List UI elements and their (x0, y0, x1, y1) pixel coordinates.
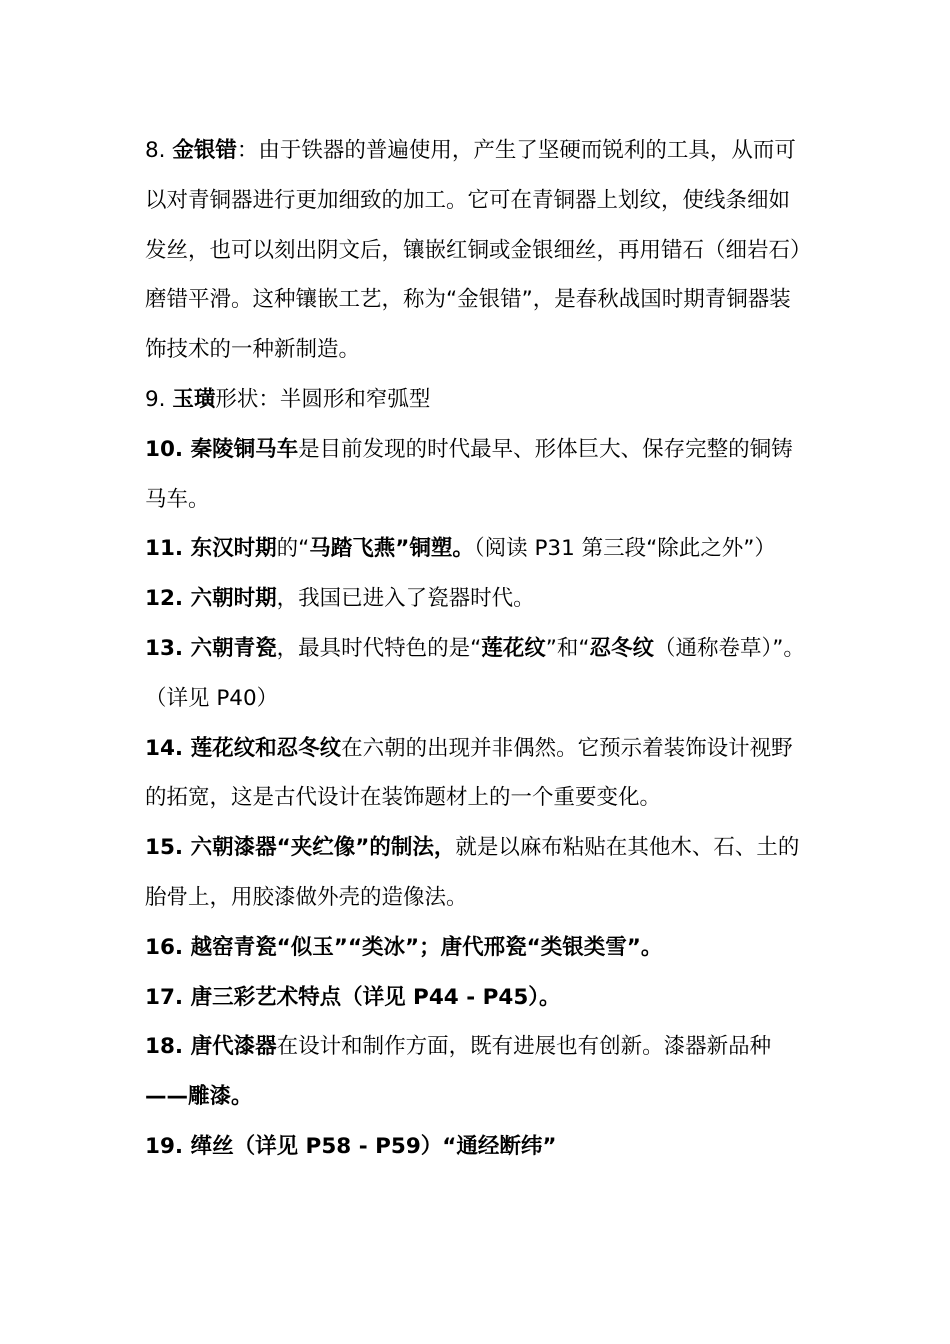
note-item (145, 624, 805, 724)
note-item (145, 823, 805, 923)
text: 形状：半圆形和窄弧型 (215, 386, 431, 412)
note-item (145, 524, 805, 574)
bold-text: 14. 莲花纹和忍冬纹 (145, 735, 342, 761)
note-item (145, 1022, 805, 1122)
bold-text: ——雕漆。 (145, 1084, 253, 1110)
note-item (145, 923, 805, 973)
text: ：由于铁器的普遍使用，产生了坚硬而锐利的工具，从而可以对青铜器进行更加细致的加工。它可在青铜器上划纹，使线条细如发丝，也可以刻出阴文后，镶嵌红铜或金银细丝，再用错石（细岩石）磨错平滑。这种镶嵌工艺，称为“金银错”，是春秋战国时期青铜器装饰技术的一种新制造。 (145, 138, 801, 363)
text: ”和“ (545, 635, 590, 661)
text: 在六朝的出现并非偶然。它预示着装饰设计视野的拓宽，这是古代设计在装饰题材上的一个重要变化。 (145, 735, 793, 811)
bold-text: 18. 唐代漆器 (145, 1034, 277, 1060)
text: 就是以麻布粘贴在其他木、石、土的胎骨上，用胶漆做外壳的造像法。 (145, 835, 800, 910)
text: 9. (145, 386, 173, 412)
bold-text: 11. 东汉时期 (145, 536, 277, 562)
note-item (145, 973, 805, 1023)
text: ，我国已进入了瓷器时代。 (276, 586, 535, 612)
bold-text: 13. 六朝青瓷 (145, 635, 277, 661)
bold-text: 金银错 (172, 138, 237, 163)
text: 的“ (276, 536, 310, 562)
text: ，最具时代特色的是“ (276, 635, 482, 661)
notes-content (145, 126, 805, 1172)
bold-text: 15. 六朝漆器“夹纻像”的制法， (145, 835, 456, 861)
note-item (145, 1122, 805, 1172)
note-item (145, 574, 805, 624)
bold-text: 16. 越窑青瓷“似玉”“类冰”；唐代邢瓷“类银类雪”。 (145, 934, 663, 960)
note-item (145, 126, 805, 375)
text: 是目前发现的时代最早、形体巨大、保存完整的铜铸马车。 (145, 436, 793, 512)
text: （通称卷草）”。（详见 P40） (145, 635, 805, 711)
text: 8. (145, 138, 173, 163)
bold-text: 莲花纹 (481, 635, 546, 661)
note-item (145, 425, 805, 525)
note-item (145, 724, 805, 824)
bold-text: 10. 秦陵铜马车 (145, 436, 299, 462)
text: 在设计和制作方面，既有进展也有创新。漆器新品种 (276, 1034, 772, 1060)
bold-text: 17. 唐三彩艺术特点（详见 P44 - P45）。 (145, 984, 561, 1010)
bold-text: 12. 六朝时期 (145, 586, 277, 612)
bold-text: 玉璜 (172, 386, 216, 412)
note-item (145, 375, 805, 425)
bold-text: 忍冬纹 (589, 635, 655, 661)
bold-text: 马踏飞燕”铜塑。 (309, 536, 474, 562)
bold-text: 19. 缂丝（详见 P58 - P59）“通经断纬” (145, 1133, 557, 1159)
text: （阅读 P31 第三段“除此之外”） (473, 536, 776, 562)
